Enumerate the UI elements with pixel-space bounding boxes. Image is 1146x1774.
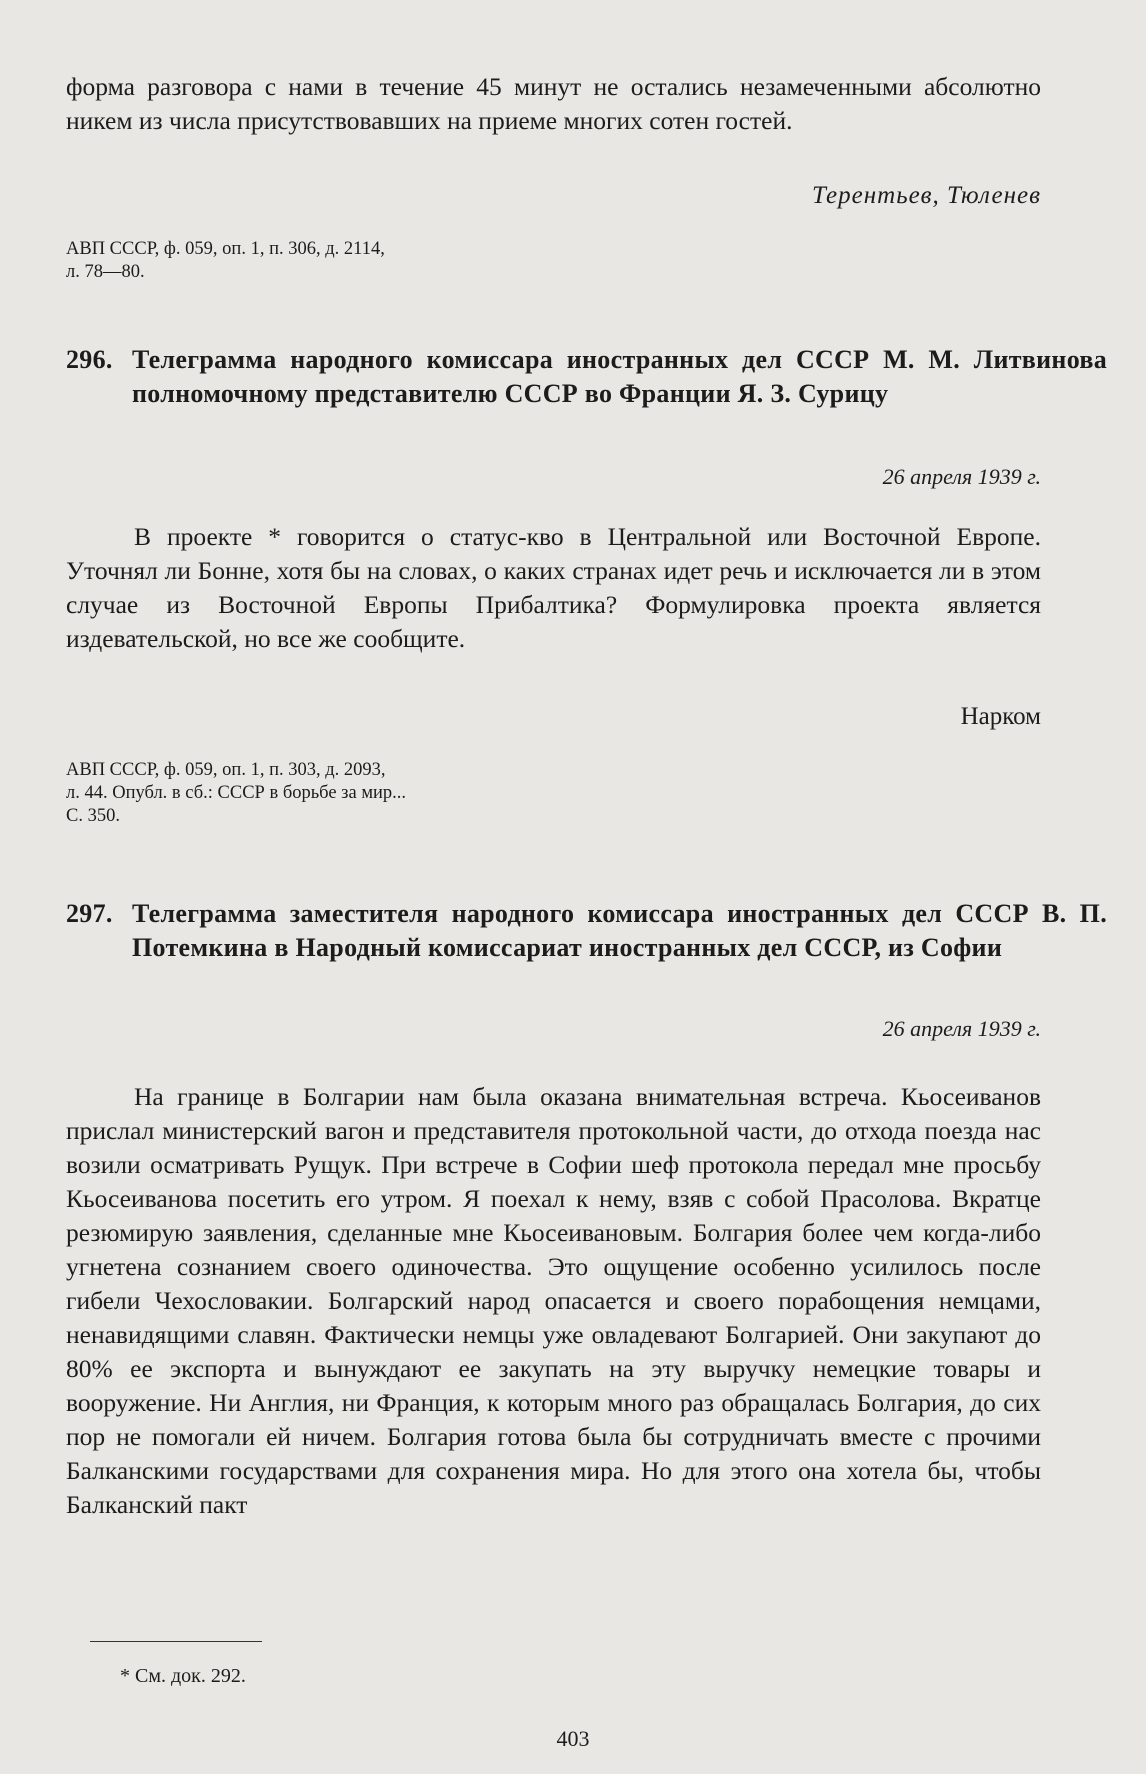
source-line: л. 78—80.	[66, 262, 145, 282]
doc-297-number: 297.	[66, 899, 113, 928]
continued-text-block	[66, 70, 1041, 138]
source-line: АВП СССР, ф. 059, оп. 1, п. 303, д. 2093,	[66, 760, 386, 780]
top-paragraph: форма разговора с нами в течение 45 минут не остались незамеченными абсолютно никем из числа присутствовавших на приеме многих сотен гостей.	[66, 72, 1041, 135]
source-line: АВП СССР, ф. 059, оп. 1, п. 306, д. 2114,	[66, 239, 385, 259]
doc-296-body-block	[66, 520, 1041, 656]
footnote-divider	[90, 1641, 262, 1642]
source-line: л. 44. Опубл. в сб.: СССР в борьбе за мир...	[66, 783, 407, 803]
page-number: 403	[556, 1726, 590, 1751]
doc-296-body: В проекте * говорится о статус-кво в Центральной или Восточной Европе. Уточнял ли Бонне, хотя бы на словах, о каких странах идет речь и исключается ли в этом случае из Восточной Европы Прибалтика? Формулировка проекта является издевательской, но все же сообщите.	[66, 522, 1041, 653]
doc-296-title: Телеграмма народного комиссара иностранных дел СССР М. М. Литвинова полномочному представителю СССР во Франции Я. З. Сурицу	[132, 345, 1107, 408]
top-signature: Терентьев, Тюленев	[812, 182, 1041, 209]
doc-296-number: 296.	[66, 345, 113, 374]
doc-297-heading	[66, 897, 1107, 965]
doc-297-title: Телеграмма заместителя народного комиссара иностранных дел СССР В. П. Потемкина в Народный комиссариат иностранных дел СССР, из Софии	[132, 899, 1107, 962]
doc-297-date: 26 апреля 1939 г.	[882, 1016, 1041, 1041]
doc-297-body: На границе в Болгарии нам была оказана внимательная встреча. Кьосеиванов прислал министерский вагон и представителя протокольной части, до отхода поезда нас возили осматривать Рущук. При встрече в Софии шеф протокола передал мне просьбу Кьосеиванова посетить его утром. Я поехал к нему, взяв с собой Прасолова. Вкратце резюмирую заявления, сделанные мне Кьосеивановым. Болгария более чем когда-либо угнетена сознанием своего одиночества. Это ощущение особенно усилилось после гибели Чехословакии. Болгарский народ опасается и своего порабощения немцами, ненавидящими славян. Фактически немцы уже овладевают Болгарией. Они закупают до 80% ее экспорта и вынуждают ее закупать на эту выручку немецкие товары и вооружение. Ни Англия, ни Франция, к которым много раз обращалась Болгария, до сих пор не помогали ей ничем. Болгария готова была бы сотрудничать вместе с прочими Балканскими государствами для сохранения мира. Но для этого она хотела бы, чтобы Балканский пакт	[66, 1082, 1041, 1519]
doc-296-date: 26 апреля 1939 г.	[882, 464, 1041, 489]
source-line: С. 350.	[66, 806, 120, 826]
top-archive-source	[66, 238, 586, 284]
footnote: * См. док. 292.	[120, 1665, 246, 1687]
doc-296-heading	[66, 343, 1107, 411]
doc-296-archive-source	[66, 759, 586, 828]
doc-297-body-block	[66, 1080, 1041, 1522]
doc-296-signature: Нарком	[960, 703, 1041, 730]
